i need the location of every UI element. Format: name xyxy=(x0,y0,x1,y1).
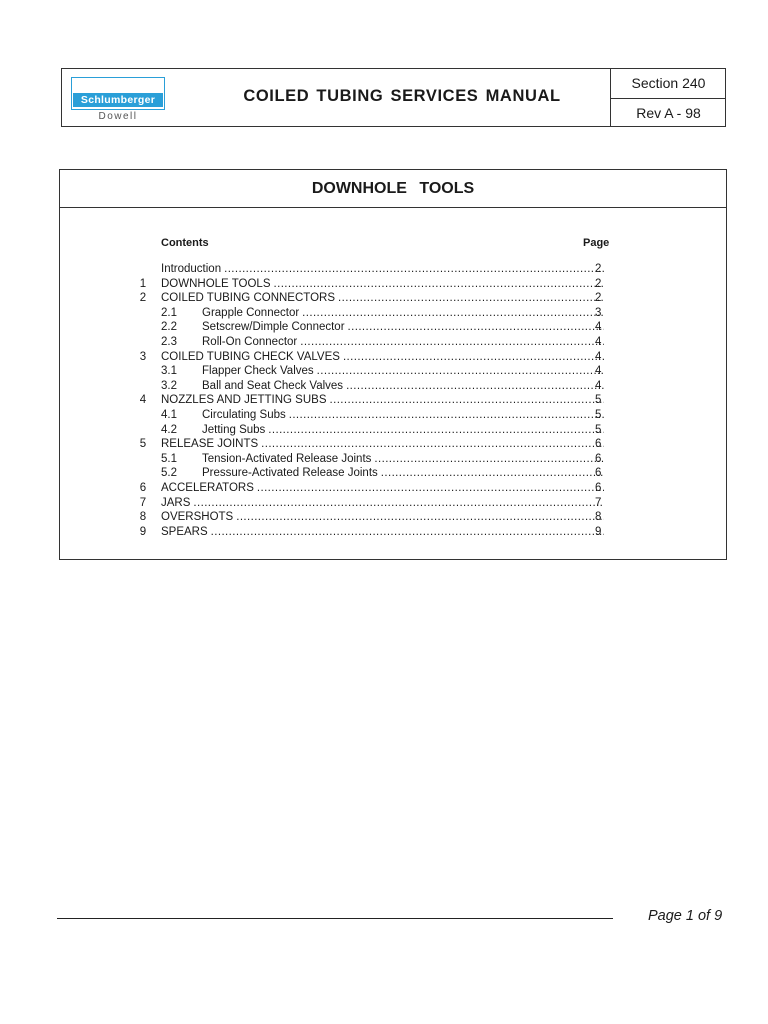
toc-entry xyxy=(161,277,604,292)
toc-subsection-number: 3.1 xyxy=(161,365,177,378)
toc-row xyxy=(60,320,728,335)
toc-entry xyxy=(161,408,604,423)
toc-entry xyxy=(161,496,604,511)
toc-entry xyxy=(161,437,604,452)
toc-section-number: 3 xyxy=(139,350,147,363)
toc-page-number: 6 xyxy=(595,452,602,465)
toc-leader-dots xyxy=(345,320,604,335)
toc-page-number: 8 xyxy=(595,511,602,524)
toc-leader-dots xyxy=(378,466,604,481)
toc-entry xyxy=(161,350,604,365)
toc-entry xyxy=(161,364,604,379)
toc-entry-title: Pressure-Activated Release Joints xyxy=(202,467,378,480)
toc-entry-title: COILED TUBING CHECK VALVES xyxy=(161,350,340,363)
toc-row xyxy=(60,350,728,365)
toc-entry xyxy=(161,510,604,525)
toc-page-number: 3 xyxy=(595,306,602,319)
toc-entry-title: Jetting Subs xyxy=(202,423,266,436)
toc-row xyxy=(60,277,728,292)
toc-subsection-number: 5.1 xyxy=(161,452,177,465)
toc-page-number: 6 xyxy=(595,481,602,494)
toc-subsection-number: 5.2 xyxy=(161,467,177,480)
toc-entry-title: Grapple Connector xyxy=(202,306,300,319)
toc-leader-dots xyxy=(221,262,604,277)
toc-entry-title: Ball and Seat Check Valves xyxy=(202,379,344,392)
toc-row xyxy=(60,335,728,350)
toc-row xyxy=(60,423,728,438)
toc-subsection-number: 2.3 xyxy=(161,335,177,348)
toc-section-number: 1 xyxy=(139,277,147,290)
toc-subsection-number: 2.2 xyxy=(161,321,177,334)
toc-row xyxy=(60,510,728,525)
toc-leader-dots xyxy=(314,364,604,379)
toc-section-number: 8 xyxy=(139,511,147,524)
toc-entry-title: Flapper Check Valves xyxy=(202,365,314,378)
footer-rule xyxy=(57,918,613,919)
toc-page-number: 4 xyxy=(595,335,602,348)
toc-subsection-number: 2.1 xyxy=(161,306,177,319)
toc-row xyxy=(60,496,728,511)
toc-leader-dots xyxy=(371,452,604,467)
toc-entry-title: RELEASE JOINTS xyxy=(161,438,259,451)
toc-row xyxy=(60,306,728,321)
toc-leader-dots xyxy=(340,350,604,365)
toc-page-number: 5 xyxy=(595,423,602,436)
toc-page-number: 9 xyxy=(595,525,602,538)
toc-page-number: 7 xyxy=(595,496,602,509)
toc-row xyxy=(60,437,728,452)
toc-entry-title: NOZZLES AND JETTING SUBS xyxy=(161,394,327,407)
toc-page-number: 4 xyxy=(595,321,602,334)
toc-entry xyxy=(161,452,604,467)
toc-row xyxy=(60,262,728,277)
toc-leader-dots xyxy=(190,496,604,511)
toc-row xyxy=(60,393,728,408)
toc-leader-dots xyxy=(299,306,604,321)
toc-leader-dots xyxy=(286,408,604,423)
toc-entry xyxy=(161,262,604,277)
toc-entry-title: Roll-On Connector xyxy=(202,335,298,348)
toc-entry-title: Setscrew/Dimple Connector xyxy=(202,321,345,334)
toc-row xyxy=(60,452,728,467)
toc-subsection-number: 4.2 xyxy=(161,423,177,436)
toc-entry-title: Circulating Subs xyxy=(202,408,286,421)
toc-entry-title: COILED TUBING CONNECTORS xyxy=(161,292,336,305)
toc-entry xyxy=(161,393,604,408)
toc-entry-title: Introduction xyxy=(161,263,222,275)
toc-page-number: 4 xyxy=(595,379,602,392)
toc-section-number: 5 xyxy=(139,438,147,451)
toc-page-number: 5 xyxy=(595,394,602,407)
page-heading: Page xyxy=(583,237,610,249)
toc-leader-dots xyxy=(271,277,605,292)
toc-subsection-number: 3.2 xyxy=(161,379,177,392)
schlumberger-logo xyxy=(71,77,165,110)
toc-leader-dots xyxy=(335,291,604,306)
toc-leader-dots xyxy=(265,423,604,438)
page-number: Page 1 of 9 xyxy=(648,908,723,924)
toc-entry xyxy=(161,525,604,540)
toc-row xyxy=(60,364,728,379)
toc-row xyxy=(60,291,728,306)
toc-entry xyxy=(161,291,604,306)
toc-page-number: 5 xyxy=(595,408,602,421)
toc-leader-dots xyxy=(297,335,604,350)
toc-entry-title: OVERSHOTS xyxy=(161,511,234,524)
toc-leader-dots xyxy=(233,510,604,525)
toc-page-number: 6 xyxy=(595,438,602,451)
toc-entry-title: DOWNHOLE TOOLS xyxy=(161,277,271,290)
toc-section-number: 9 xyxy=(139,525,147,538)
toc-title: DOWNHOLE TOOLS xyxy=(60,170,726,208)
toc-entry xyxy=(161,335,604,350)
toc-entry-title: Tension-Activated Release Joints xyxy=(202,452,372,465)
table-of-contents xyxy=(59,169,727,560)
manual-title: COILED TUBING SERVICES MANUAL xyxy=(243,87,561,105)
logo-subtitle: Dowell xyxy=(98,111,138,122)
toc-leader-dots xyxy=(208,525,604,540)
toc-entry-title: SPEARS xyxy=(161,525,208,538)
toc-section-number: 2 xyxy=(139,292,147,305)
toc-entry xyxy=(161,423,604,438)
toc-row xyxy=(60,525,728,540)
toc-row xyxy=(60,408,728,423)
toc-section-number: 7 xyxy=(139,496,147,509)
toc-leader-dots xyxy=(327,393,605,408)
contents-heading: Contents xyxy=(161,237,209,249)
toc-page-number: 2 xyxy=(595,263,602,275)
toc-page-number: 2 xyxy=(595,292,602,305)
toc-entry xyxy=(161,379,604,394)
toc-leader-dots xyxy=(343,379,604,394)
toc-entry xyxy=(161,320,604,335)
toc-section-number: 4 xyxy=(139,394,147,407)
toc-page-number: 6 xyxy=(595,467,602,480)
revision-label: Rev A - 98 xyxy=(610,99,726,127)
toc-row xyxy=(60,379,728,394)
toc-entry xyxy=(161,306,604,321)
toc-entry-title: ACCELERATORS xyxy=(161,481,254,494)
toc-entry-title: JARS xyxy=(161,496,191,509)
toc-row xyxy=(60,466,728,481)
document-header xyxy=(61,68,726,127)
logo-wordmark: Schlumberger xyxy=(73,93,163,107)
toc-section-number: 6 xyxy=(139,481,147,494)
toc-entry xyxy=(161,481,604,496)
toc-entry xyxy=(161,466,604,481)
toc-subsection-number: 4.1 xyxy=(161,408,177,421)
toc-leader-dots xyxy=(258,437,604,452)
toc-row xyxy=(60,481,728,496)
toc-leader-dots xyxy=(254,481,604,496)
section-number: Section 240 xyxy=(610,69,726,99)
toc-list xyxy=(60,262,728,539)
toc-page-number: 4 xyxy=(595,350,602,363)
toc-page-number: 4 xyxy=(595,365,602,378)
toc-page-number: 2 xyxy=(595,277,602,290)
